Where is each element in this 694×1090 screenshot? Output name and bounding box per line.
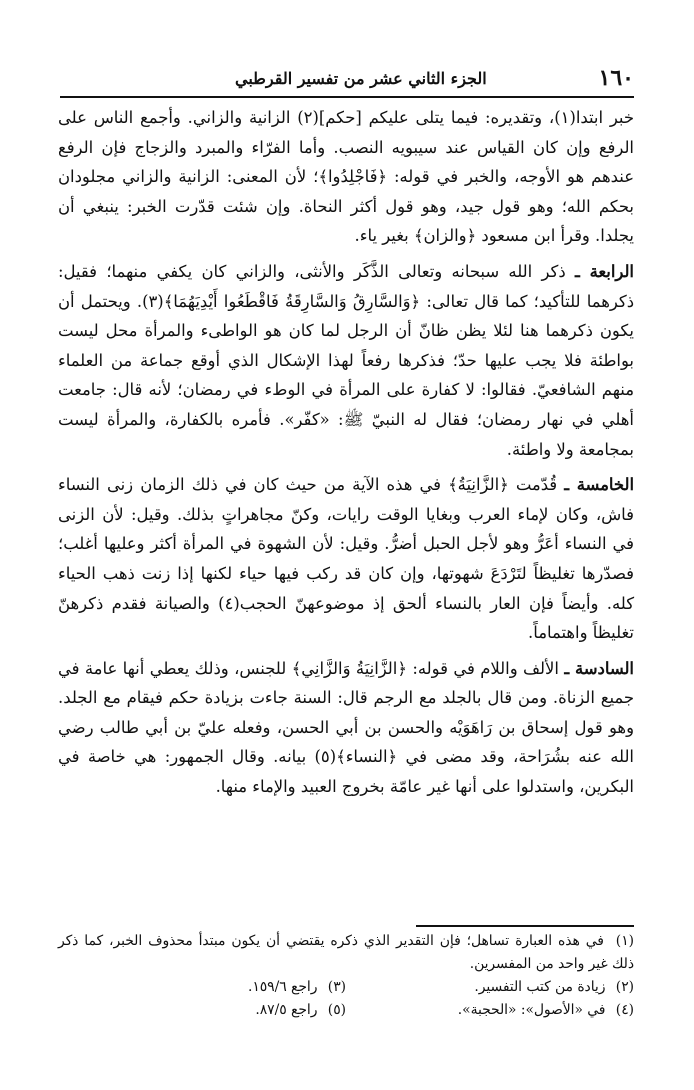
page-number: ١٦٠ bbox=[598, 65, 634, 91]
footnote bbox=[58, 930, 634, 976]
footnote-text: راجع ٨٧/٥. bbox=[255, 1002, 318, 1018]
text-line: الألف واللام في قوله: ﴿الزَّانِيَةُ وَالزَّانِي﴾ للجنس، وذلك يعطي bbox=[149, 658, 559, 678]
text-line: النساء فاش، وكان لإماء العرب وبغايا الوقت رايات، وكنّ مجاهراتٍ بذلك. وقيل: bbox=[58, 475, 634, 524]
text-line: لأن الزنى في النساء أعَرُّ وهو لأجل الحبل أضرُّ. وقيل: لأن الشهوة في المرأة أكثر bbox=[58, 504, 634, 554]
text-line: وعليها أغلب؛ فصدّرها تغليظاً لتَرْدَعَ شهوتها، وإن كان قد ركب فيها حياء لكنها إذا bbox=[58, 534, 634, 583]
footnote-number: (٢) bbox=[615, 979, 634, 995]
footnote-text: في هذه العبارة تساهل؛ فإن التقدير الذي ذكره يقتضي أن يكون مبتدأ محذوف الخبر، كما ذكر ذلك غير واحد من المفسرين. bbox=[58, 933, 634, 972]
text-line: هي خاصة في البكرين، واستدلوا على أنها غير عامّة بخروج العبيد والإماء منها. bbox=[58, 747, 634, 797]
footnote-divider bbox=[416, 925, 634, 927]
footnote bbox=[346, 999, 634, 1022]
page-header bbox=[60, 60, 634, 98]
text-line: فلا يجب عليها حدّ؛ فذكرها رفعاً لهذا الإشكال الذي أوقع جماعة من العلماء منهم الشافعيّ. bbox=[58, 350, 634, 400]
running-title: الجزء الثاني عشر من تفسير القرطبي bbox=[235, 68, 487, 88]
text-line: فيقام مع الجلد. وهو قول إسحاق بن رَاهَوَيْه والحسن بن أبي الحسن، وفعله عليّ بن bbox=[58, 688, 634, 737]
paragraph bbox=[58, 470, 634, 648]
text-line: ينبغي أن يجلدا. وقرأ ابن مسعود ﴿والزان﴾ بغير ياء. bbox=[58, 196, 634, 246]
text-line: والصيانة فقدم ذكرهنّ تغليظاً واهتماماً. bbox=[58, 593, 634, 643]
footnote-row bbox=[58, 976, 634, 999]
footnote bbox=[58, 999, 346, 1022]
text-line: قُدّمت ﴿الزَّانِيَةُ﴾ في هذه الآية من حيث كان في ذلك الزمان زنى bbox=[106, 475, 558, 495]
text-line: أبي طالب رضي الله عنه بشُرَاحة، وقد مضى في ﴿النساء﴾(٥) بيانه. وقال الجمهور: bbox=[58, 717, 634, 767]
footnote-text: راجع ١٥٩/٦. bbox=[247, 979, 318, 995]
text-line: زنت ذهب الحياء كله. وأيضاً فإن العار بالنساء ألحق إذ موضوعهنّ الحجب(٤) bbox=[58, 563, 634, 613]
footnote-number: (١) bbox=[615, 933, 634, 949]
footnote-number: (٥) bbox=[327, 1002, 346, 1018]
footnote-row bbox=[58, 999, 634, 1022]
text-line: أنها عامة في جميع الزناة. ومن قال بالجلد مع الرجم قال: السنة جاءت بزيادة حكم bbox=[58, 658, 634, 708]
section-title: السادسة ـ bbox=[564, 658, 634, 678]
footnote-number: (٣) bbox=[327, 979, 346, 995]
paragraph bbox=[58, 257, 634, 464]
text-line: رمضان؛ فقال له النبيّ ﷺ: «كفّر». فأمره بالكفارة، والمرأة ليست بمجامعة ولا واطئة. bbox=[58, 409, 634, 459]
footnote-number: (٤) bbox=[615, 1002, 634, 1018]
paragraph bbox=[58, 103, 634, 251]
text-line: ذكرهما للتأكيد؛ كما قال تعالى: ﴿وَالسَّارِقُ وَالسَّارِقَةُ فَاقْطَعُوا أَيْدِيَهُمَا﴾(٣). ويحتمل أن bbox=[58, 291, 634, 311]
text-line: خبر ابتدا(١)، وتقديره: فيما يتلى عليكم [حكم](٢) الزانية والزاني. وأجمع الناس bbox=[93, 108, 635, 127]
text-line: مجلودان بحكم الله؛ وهو قول جيد، وهو قول أكثر النحاة. وإن شئت قدّرت الخبر: bbox=[58, 167, 634, 216]
text-line: يكون ذكرهما هنا لئلا يظن ظانّ أن الرجل لما كان هو الواطىء والمرأة محل ليست بواطئة bbox=[58, 321, 634, 370]
text-line: الرفع عندهم هو الأوجه، والخبر في قوله: ﴿فَاجْلِدُوا﴾؛ لأن المعنى: الزانية والزاني bbox=[58, 137, 634, 187]
section-title: الخامسة ـ bbox=[564, 475, 635, 495]
text-line: على الرفع وإن كان القياس عند سيبويه النصب. وأما الفرّاء والمبرد والزجاج فإن bbox=[58, 108, 634, 157]
footnote bbox=[346, 976, 634, 999]
footnotes bbox=[58, 930, 634, 1022]
main-text bbox=[58, 103, 634, 808]
section-title: الرابعة ـ bbox=[574, 261, 634, 281]
text-line: فقالوا: لا كفارة على المرأة في الوطء في رمضان؛ لأنه قال: جامعت أهلي في نهار bbox=[58, 380, 634, 429]
paragraph bbox=[58, 654, 634, 802]
footnote bbox=[58, 976, 346, 999]
text-line: ذكر الله سبحانه وتعالى الذَّكَر والأنثى، والزاني كان يكفي منهما؛ فقيل: bbox=[58, 261, 566, 281]
footnote-text: زيادة من كتب التفسير. bbox=[474, 979, 606, 995]
footnote-text: في «الأصول»: «الحجبة». bbox=[457, 1002, 606, 1018]
